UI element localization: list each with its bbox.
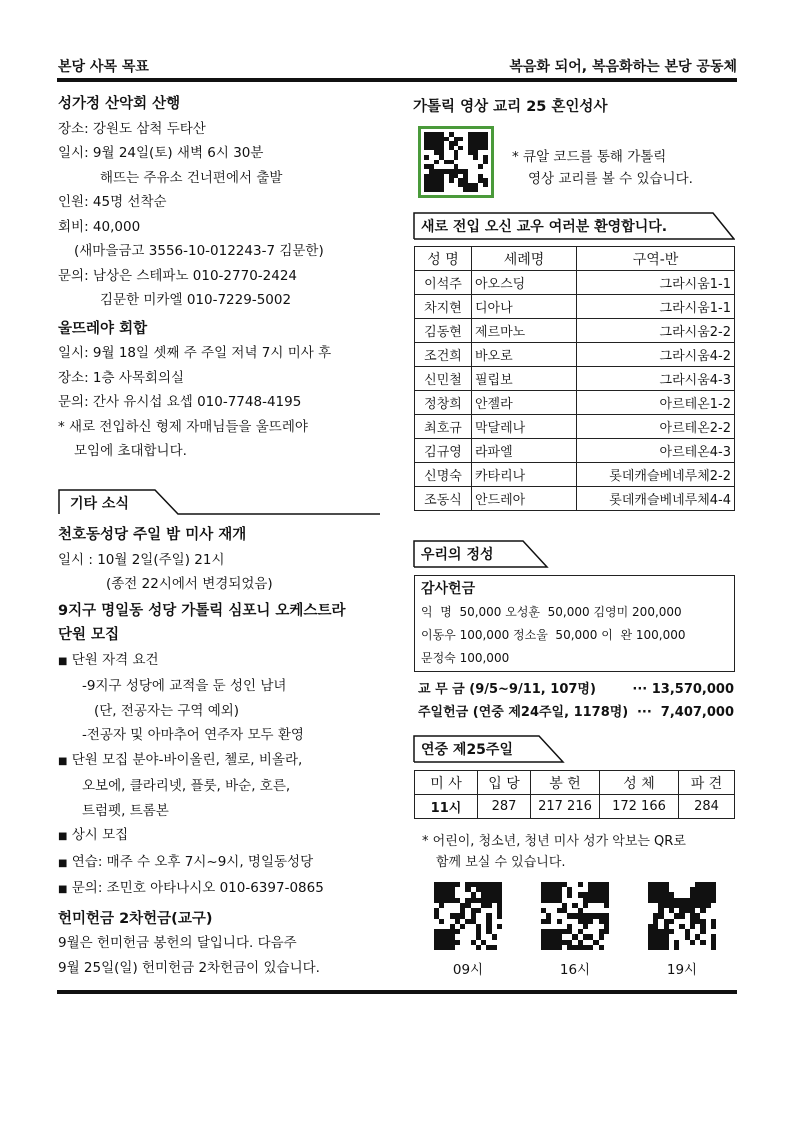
thanks-offering-box — [414, 575, 735, 672]
col-header-dismissal: 파 견 — [679, 771, 735, 795]
cell-zone: 그라시움1-1 — [577, 271, 735, 295]
hiking-place: 장소: 강원도 삼척 두타산 — [58, 120, 206, 137]
giving-tab-label: 우리의 정성 — [421, 547, 494, 563]
hiking-date2: 해뜨는 주유소 건너편에서 출발 — [100, 169, 283, 186]
orchestra-title1: 9지구 명일동 성당 가톨릭 심포니 오케스트라 — [58, 602, 346, 619]
welcome-table — [414, 246, 735, 511]
mass-stats-header — [415, 771, 735, 795]
welcome-table-row — [415, 319, 735, 343]
hiking-contact1: 문의: 남상은 스테파노 010-2770-2424 — [58, 267, 298, 284]
orchestra-title2: 단원 모집 — [58, 627, 120, 643]
video-qr-frame[interactable] — [418, 126, 494, 198]
night-mass-title: 천호동성당 주일 밤 미사 재개 — [58, 527, 247, 543]
cell-zone: 롯데캐슬베네루체4-4 — [577, 487, 735, 511]
cell-name: 최호규 — [415, 415, 472, 439]
qr-pattern — [648, 882, 716, 950]
qr-label-16: 16시 — [559, 962, 591, 978]
cell-baptism: 제르마노 — [472, 319, 577, 343]
welcome-table-row — [415, 463, 735, 487]
welcome-table-row — [415, 367, 735, 391]
thanks-line2: 이동우 100,000 정소울 50,000 이 완 100,000 — [421, 628, 686, 642]
week-tab-label: 연중 제25주일 — [421, 742, 513, 758]
video-note1: * 큐알 코드를 통해 가톨릭 — [512, 149, 667, 165]
header-right: 복음화 되어, 복음화하는 본당 공동체 — [509, 59, 737, 75]
col-header-offertory: 봉 헌 — [531, 771, 600, 795]
col-header-entry: 입 당 — [478, 771, 531, 795]
score-note1: * 어린이, 청소년, 청년 미사 성가 악보는 QR로 — [422, 834, 686, 849]
bullet-icon: ■ — [58, 857, 68, 869]
week-tab — [413, 735, 735, 761]
cell-baptism: 막달레나 — [472, 415, 577, 439]
cell-zone: 그라시움2-2 — [577, 319, 735, 343]
cell-zone: 아르테온1-2 — [577, 391, 735, 415]
orchestra-b1: 단원 자격 요건 — [71, 651, 159, 668]
offering-line1: 9월은 헌미헌금 봉헌의 달입니다. 다음주 — [58, 935, 297, 951]
header-rule — [57, 78, 737, 82]
cell-dismissal: 284 — [679, 795, 735, 819]
ultreya-note2: 모임에 초대합니다. — [74, 443, 187, 459]
tithe-value: ··· 13,570,000 — [632, 682, 734, 697]
cell-name: 이석주 — [415, 271, 472, 295]
cell-mass: 11시 — [415, 795, 478, 819]
cell-communion: 172 166 — [600, 795, 679, 819]
cell-baptism: 디아나 — [472, 295, 577, 319]
cell-baptism: 바오로 — [472, 343, 577, 367]
orchestra-b3: 상시 모집 — [71, 827, 129, 843]
welcome-table-header — [415, 247, 735, 271]
col-header-zone: 구역-반 — [577, 247, 735, 271]
ultreya-date: 일시: 9월 18일 셋째 주 주일 저녁 7시 미사 후 — [58, 345, 332, 361]
ultreya-place: 장소: 1층 사목회의실 — [58, 369, 185, 386]
cell-baptism: 카타리나 — [472, 463, 577, 487]
cell-zone: 롯데캐슬베네루체2-2 — [577, 463, 735, 487]
bullet-icon: ■ — [58, 831, 68, 842]
welcome-tab — [413, 212, 735, 238]
hiking-fee: 회비: 40,000 — [58, 218, 141, 235]
orchestra-b2b: 오보에, 클라리넷, 플룻, 바순, 호른, — [82, 778, 291, 794]
cell-name: 차지현 — [415, 295, 472, 319]
video-note — [512, 146, 693, 190]
welcome-table-row — [415, 295, 735, 319]
totals — [418, 678, 734, 724]
bullet-icon: ■ — [58, 884, 68, 895]
mass-stats-row — [415, 795, 735, 819]
tithe-label: 교 무 금 (9/5~9/11, 107명) — [418, 682, 596, 697]
qr-code-icon[interactable] — [648, 882, 716, 950]
ultreya-note1: * 새로 전입하신 형제 자매님들을 울뜨레야 — [58, 418, 308, 435]
orchestra-b5: 문의: 조민호 아타나시오 010-6397-0865 — [71, 880, 324, 896]
orchestra-b2c: 트럼펫, 트롬본 — [82, 802, 169, 819]
welcome-table-row — [415, 487, 735, 511]
col-header-baptism: 세례명 — [472, 247, 577, 271]
sunday-label: 주일헌금 (연중 제24주일, 1178명) — [418, 705, 629, 720]
welcome-table-row — [415, 439, 735, 463]
qr-code-icon[interactable] — [434, 882, 502, 950]
col-header-mass: 미 사 — [415, 771, 478, 795]
ultreya-title: 울뜨레야 회합 — [58, 320, 148, 337]
hiking-date: 일시: 9월 24일(토) 새벽 6시 30분 — [58, 145, 264, 161]
qr-pattern — [541, 882, 609, 950]
tithe-row — [418, 678, 734, 701]
thanks-line3: 문정숙 100,000 — [421, 651, 510, 665]
cell-name: 신명숙 — [415, 463, 472, 487]
hiking-title: 성가정 산악회 산행 — [58, 96, 181, 112]
cell-name: 김규영 — [415, 439, 472, 463]
score-note2: 함께 보실 수 있습니다. — [436, 855, 566, 870]
cell-entry: 287 — [478, 795, 531, 819]
thanks-offering-title: 감사헌금 — [421, 581, 476, 597]
ultreya-contact: 문의: 간사 유시섭 요셉 010-7748-4195 — [58, 394, 302, 410]
mass-stats-table — [414, 770, 735, 819]
giving-tab — [413, 540, 735, 566]
hiking-contact2: 김문한 미카엘 010-7229-5002 — [100, 292, 292, 308]
orchestra-b4: 연습: 매주 수 오후 7시~9시, 명일동성당 — [71, 853, 314, 870]
cell-baptism: 안드레아 — [472, 487, 577, 511]
video-note2: 영상 교리를 볼 수 있습니다. — [528, 171, 693, 187]
cell-name: 신민철 — [415, 367, 472, 391]
orchestra-b2a: 단원 모집 분야-바이올린, 첼로, 비올라, — [71, 751, 303, 768]
hiking-account: (새마을금고 3556-10-012243-7 김문한) — [74, 243, 324, 259]
cell-name: 김동현 — [415, 319, 472, 343]
cell-zone: 아르테온4-3 — [577, 439, 735, 463]
cell-baptism: 아오스딩 — [472, 271, 577, 295]
qr-label-19: 19시 — [666, 962, 698, 978]
qr-code-icon[interactable] — [541, 882, 609, 950]
cell-name: 조건희 — [415, 343, 472, 367]
orchestra-b1b: (단, 전공자는 구역 예외) — [94, 702, 240, 719]
cell-name: 정창희 — [415, 391, 472, 415]
welcome-tab-label: 새로 전입 오신 교우 여러분 환영합니다. — [421, 219, 668, 235]
night-mass-date: 일시 : 10월 2일(주일) 21시 — [58, 551, 225, 568]
bullet-icon: ■ — [58, 655, 68, 667]
header-left: 본당 사목 목표 — [58, 59, 149, 75]
video-title: 가톨릭 영상 교리 25 혼인성사 — [413, 99, 608, 115]
cell-baptism: 라파엘 — [472, 439, 577, 463]
offering-line2: 9월 25일(일) 헌미헌금 2차헌금이 있습니다. — [58, 959, 320, 976]
cell-zone: 그라시움1-1 — [577, 295, 735, 319]
etc-news-tab-label: 기타 소식 — [70, 496, 129, 512]
welcome-table-row — [415, 391, 735, 415]
footer-rule — [57, 990, 737, 994]
orchestra-b1c: -전공자 및 아마추어 연주자 모두 환영 — [82, 727, 304, 743]
orchestra-b1a: -9지구 성당에 교적을 둔 성인 남녀 — [82, 678, 287, 694]
sunday-value: ··· 7,407,000 — [636, 705, 734, 720]
hiking-people: 인원: 45명 선착순 — [58, 194, 167, 210]
qr-pattern — [434, 882, 502, 950]
offering-title: 헌미헌금 2차헌금(교구) — [58, 910, 213, 927]
cell-zone: 그라시움4-2 — [577, 343, 735, 367]
cell-offertory: 217 216 — [531, 795, 600, 819]
thanks-line1: 익 명 50,000 오성훈 50,000 김영미 200,000 — [421, 605, 682, 619]
cell-baptism: 안젤라 — [472, 391, 577, 415]
night-mass-note: (종전 22시에서 변경되었음) — [106, 576, 273, 592]
welcome-table-row — [415, 343, 735, 367]
cell-baptism: 필립보 — [472, 367, 577, 391]
cell-zone: 아르테온2-2 — [577, 415, 735, 439]
sunday-row — [418, 701, 734, 724]
qr-label-09: 09시 — [452, 962, 484, 978]
left-column-lower — [58, 523, 388, 980]
col-header-communion: 성 체 — [600, 771, 679, 795]
cell-zone: 그라시움4-3 — [577, 367, 735, 391]
score-note — [422, 831, 686, 873]
col-header-name: 성 명 — [415, 247, 472, 271]
welcome-table-row — [415, 415, 735, 439]
etc-news-tab — [58, 489, 380, 515]
qr-code-icon[interactable] — [424, 132, 488, 192]
left-column — [58, 92, 388, 464]
welcome-table-row — [415, 271, 735, 295]
cell-name: 조동식 — [415, 487, 472, 511]
bullet-icon: ■ — [58, 755, 68, 767]
